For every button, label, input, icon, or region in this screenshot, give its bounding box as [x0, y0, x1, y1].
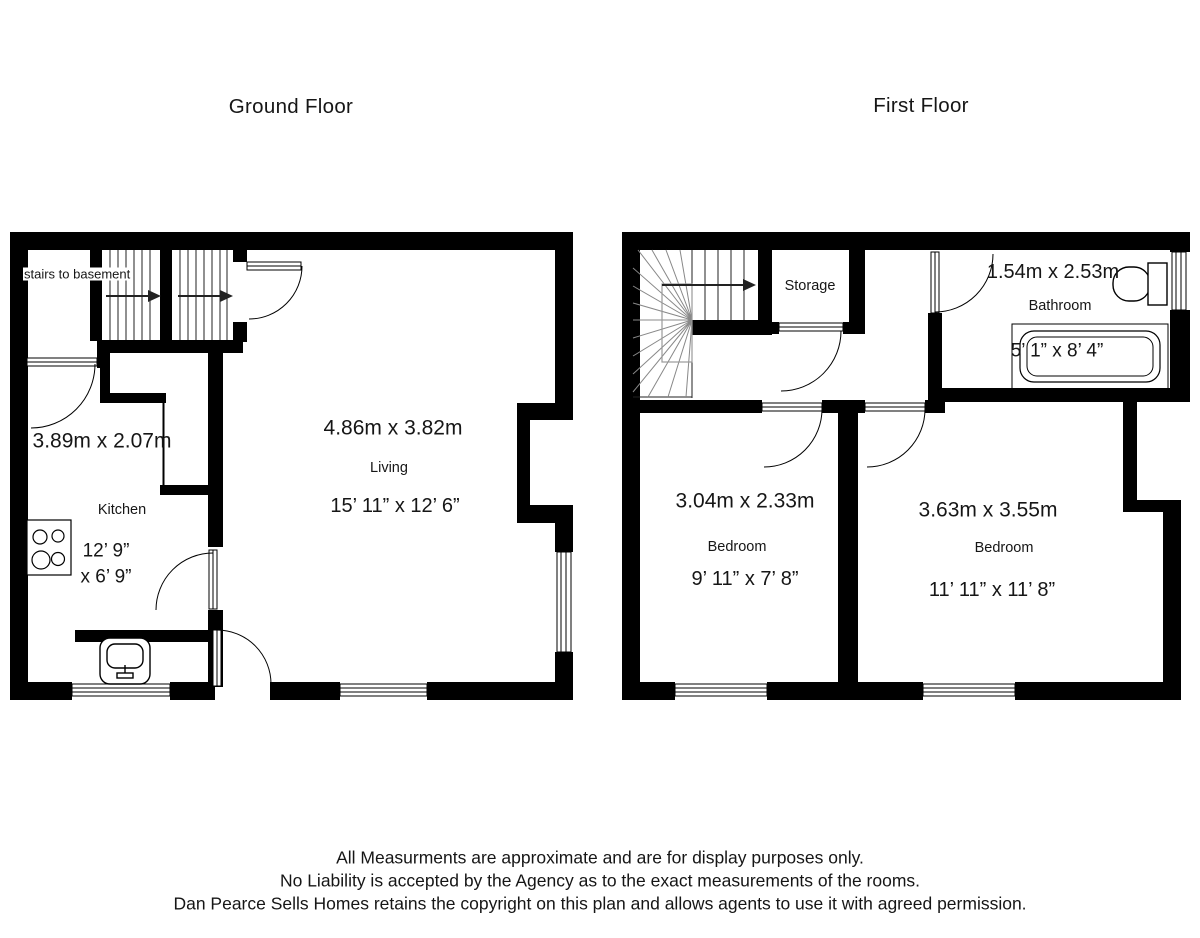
gf-kitchen-dimensions-imperial-1: 12’ 9” — [82, 540, 130, 562]
ground-floor-title: Ground Floor — [228, 94, 354, 118]
gf-living-dimensions-metric: 4.86m x 3.82m — [323, 416, 463, 440]
first-floor-title: First Floor — [873, 93, 969, 117]
ff-bedroom-large-dimensions-metric: 3.63m x 3.55m — [918, 498, 1058, 522]
gf-kitchen-dimensions-imperial-2: x 6’ 9” — [80, 566, 132, 588]
ff-bedroom-small-dimensions-imperial: 9’ 11” x 7’ 8” — [691, 568, 799, 590]
disclaimer-line-1: All Measurments are approximate and are for display purposes only. — [336, 847, 864, 868]
ff-bedroom-small-label: Bedroom — [707, 538, 767, 555]
gf-living-dimensions-imperial: 15’ 11” x 12’ 6” — [330, 495, 460, 517]
hob-icon — [27, 520, 71, 575]
ff-bedroom-small-dimensions-metric: 3.04m x 2.33m — [675, 489, 815, 513]
ff-bedroom-large-dimensions-imperial: 11’ 11” x 11’ 8” — [928, 579, 1056, 601]
gf-hall-dimensions-metric: 3.89m x 2.07m — [32, 429, 172, 453]
first-floor-plan — [622, 232, 1190, 700]
ff-bathroom-label: Bathroom — [1028, 297, 1092, 314]
ff-storage-label: Storage — [784, 277, 836, 294]
ff-bedroom-large-label: Bedroom — [974, 539, 1034, 556]
gf-living-label: Living — [370, 459, 408, 476]
ff-walls — [622, 232, 1190, 700]
gf-kitchen-label: Kitchen — [97, 501, 147, 518]
gf-stairs-note: stairs to basement — [24, 266, 131, 282]
ground-floor-plan — [10, 232, 573, 700]
toilet-icon — [1113, 263, 1167, 305]
ff-stair-direction-arrow-icon — [662, 279, 756, 291]
ff-bathroom-dimensions-metric: 1.54m x 2.53m — [986, 261, 1120, 283]
sink-icon — [100, 638, 150, 684]
disclaimer-line-3: Dan Pearce Sells Homes retains the copyright on this plan and allows agents to use it with agreed permission. — [173, 893, 1027, 914]
ff-bathroom-dimensions-imperial: 5’ 1” x 8’ 4” — [1010, 340, 1104, 362]
disclaimer-line-2: No Liability is accepted by the Agency as to the exact measurements of the rooms. — [279, 870, 921, 891]
gf-walls — [10, 232, 573, 700]
